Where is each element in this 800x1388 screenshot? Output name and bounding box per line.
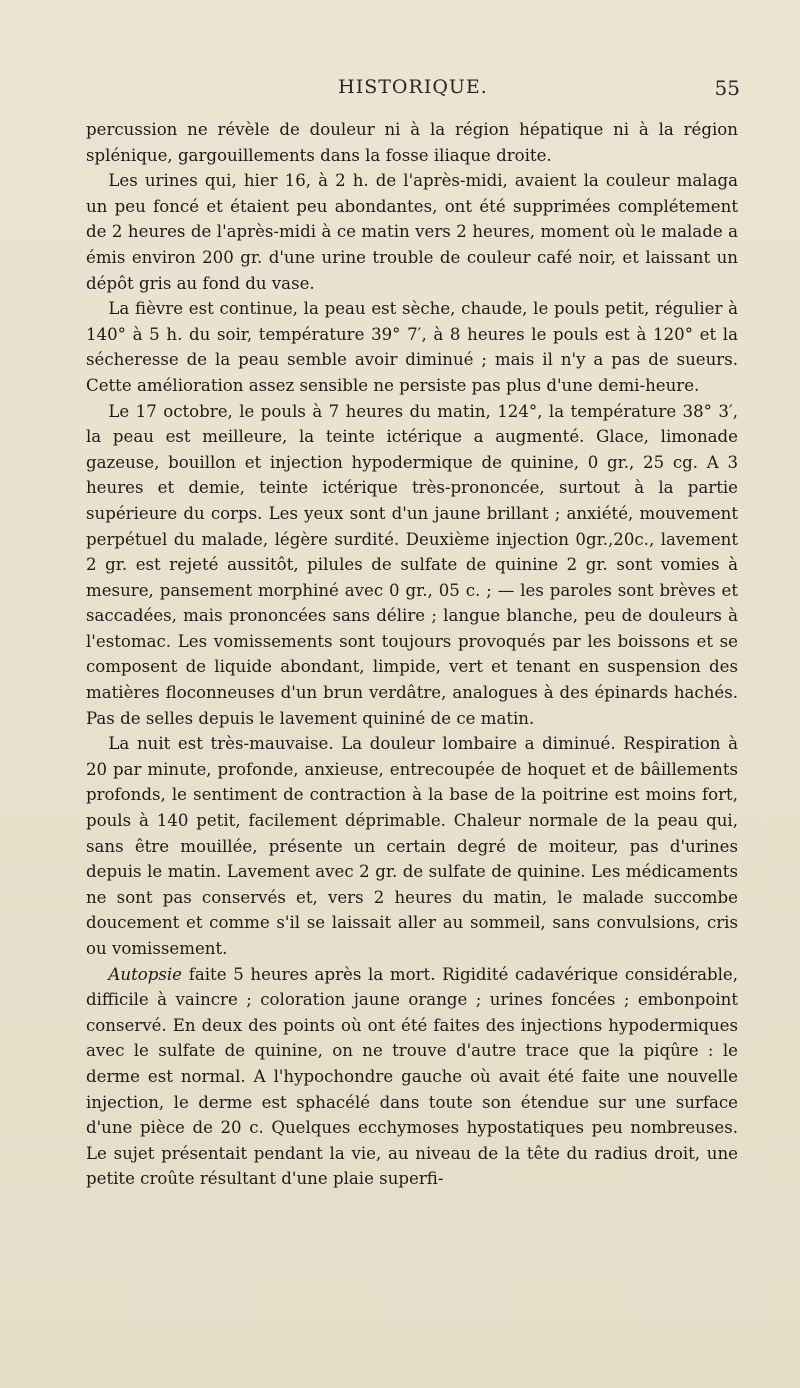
paragraph bbox=[86, 296, 738, 398]
autopsy-heading: Autopsie bbox=[108, 964, 183, 984]
paragraph-text: Les urines qui, hier 16, à 2 h. de l'après-midi, avaient la couleur malaga un peu foncé et étaient peu abondantes, ont été supprimées complétement de 2 heures de l'après-midi à ce matin vers 2 heures, moment où le malade a émis environ 200 gr. d'une urine trouble de couleur café noir, et laissant un dépôt gris au fond du vase. bbox=[86, 171, 738, 293]
page-number: 55 bbox=[714, 76, 740, 100]
paragraph-text: La nuit est très-mauvaise. La douleur lombaire a diminué. Respiration à 20 par minute, profonde, anxieuse, entrecoupée de hoquet et de bâillements profonds, le sentiment de contraction à la base de la poitrine est moins fort, pouls à 140 petit, facilement déprimable. Chaleur normale de la peau qui, sans être mouillée, présente un certain degré de moiteur, pas d'urines depuis le matin. Lavement avec 2 gr. de sulfate de quinine. Les médicaments ne sont pas conservés et, vers 2 heures du matin, le malade succombe doucement et comme s'il se laissait aller au sommeil, sans convulsions, cris ou vomissement. bbox=[86, 734, 738, 958]
paragraph bbox=[86, 962, 738, 1192]
page-header bbox=[86, 76, 740, 106]
paragraph bbox=[86, 168, 738, 296]
running-title: HISTORIQUE. bbox=[338, 76, 488, 98]
paragraph bbox=[86, 731, 738, 961]
paragraph-text: percussion ne révèle de douleur ni à la région hépatique ni à la région splénique, gargouillements dans la fosse iliaque droite. bbox=[86, 120, 738, 165]
body-text bbox=[86, 117, 738, 1192]
paragraph bbox=[86, 399, 738, 732]
paragraph bbox=[86, 117, 738, 168]
paragraph-text: Le 17 octobre, le pouls à 7 heures du matin, 124°, la température 38° 3′, la peau est meilleure, la teinte ictérique a augmenté. Glace, limonade gazeuse, bouillon et injection hypodermique de quinine, 0 gr., 25 cg. A 3 heures et demie, teinte ictérique très-prononcée, surtout à la partie supérieure du corps. Les yeux sont d'un jaune brillant ; anxiété, mouvement perpétuel du malade, légère surdité. Deuxième injection 0gr.,20c., lavement 2 gr. est rejeté aussitôt, pilules de sulfate de quinine 2 gr. sont vomies à mesure, pansement morphiné avec 0 gr., 05 c. ; — les paroles sont brèves et saccadées, mais prononcées sans délire ; langue blanche, peu de douleurs à l'estomac. Les vomissements sont toujours provoqués par les boissons et se composent de liquide abondant, limpide, vert et tenant en suspension des matières floconneuses d'un brun verdâtre, analogues à des épinards hachés. Pas de selles depuis le lavement quininé de ce matin. bbox=[86, 401, 738, 728]
paragraph-text: La fièvre est continue, la peau est sèche, chaude, le pouls petit, régulier à 140° à 5 h. du soir, température 39° 7′, à 8 heures le pouls est à 120° et la sécheresse de la peau semble avoir diminué ; mais il n'y a pas de sueurs. Cette amélioration assez sensible ne persiste pas plus d'une demi-heure. bbox=[86, 299, 738, 395]
paragraph-text: faite 5 heures après la mort. Rigidité cadavérique considérable, difficile à vaincre ; coloration jaune orange ; urines foncées ; embonpoint conservé. En deux des points où ont été faites des injections hypodermiques avec le sulfate de quinine, on ne trouve d'autre trace que la piqûre : le derme est normal. A l'hypochondre gauche où avait été faite une nouvelle injection, le derme est sphacélé dans toute son étendue sur une surface d'une pièce de 20 c. Quelques ecchymoses hypostatiques peu nombreuses. Le sujet présentait pendant la vie, au niveau de la tête du radius droit, une petite croûte résultant d'une plaie superfi- bbox=[86, 964, 738, 1189]
